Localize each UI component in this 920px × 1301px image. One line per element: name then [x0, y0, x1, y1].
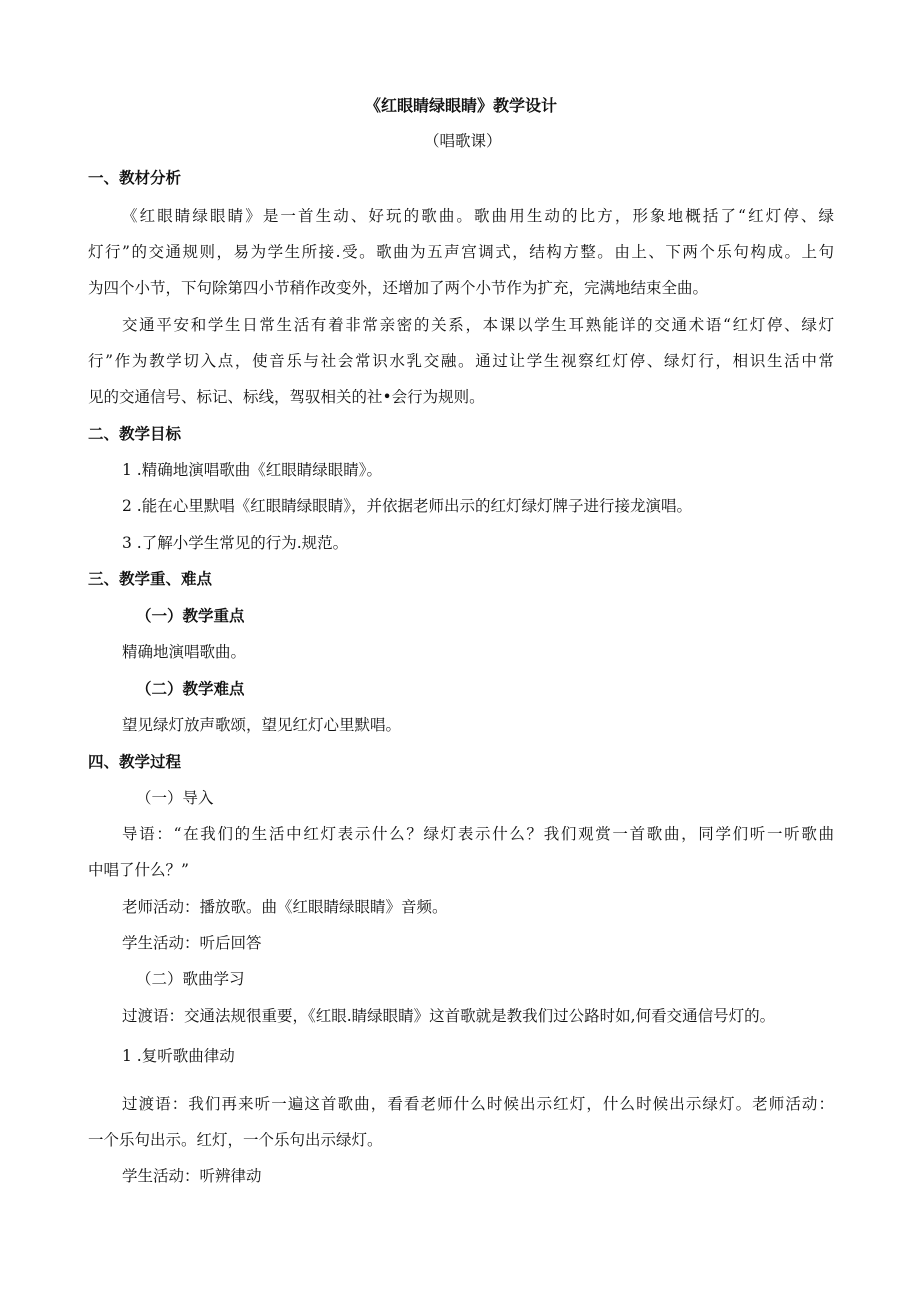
- section-heading-key-points: 三、教学重、难点: [88, 570, 213, 588]
- paragraph-line: 中唱了什么？”: [88, 861, 189, 879]
- section-heading-goals: 二、教学目标: [88, 425, 182, 443]
- paragraph-line: 过渡语：我们再来听一遍这首歌曲，看看老师什么时候出示红灯，什么时候出示绿灯。老师活动：: [122, 1095, 834, 1113]
- student-activity: 学生活动：听辨律动: [122, 1167, 262, 1185]
- transition-text: 过渡语：交通法规很重要，《红眼.睛绿眼睛》这首歌就是教我们过公路时如,何看交通信号灯的。: [122, 1007, 776, 1025]
- subheading-song-learning: （二）歌曲学习: [136, 970, 245, 988]
- goal-item: 2 .能在心里默唱《红眼睛绿眼睛》，并依据老师出示的红灯绿灯牌子进行接龙演唱。: [122, 497, 692, 515]
- paragraph-line: 一个乐句出示。红灯，一个乐句出示绿灯。: [88, 1131, 383, 1149]
- paragraph-line: 见的交通信号、标记、标线，驾驭相关的社•会行为规则。: [88, 388, 485, 406]
- teacher-activity: 老师活动：播放歌。曲《红眼睛绿眼睛》音频。: [122, 898, 448, 916]
- subheading-key: （一）教学重点: [136, 607, 245, 625]
- section-heading-analysis: 一、教材分析: [88, 169, 182, 187]
- paragraph-line: 灯行”的交通规则，易为学生所接.受。歌曲为五声宫调式，结构方整。由上、下两个乐句构成。上句: [88, 243, 834, 261]
- key-text: 精确地演唱歌曲。: [122, 643, 247, 661]
- paragraph-line: 交通平安和学生日常生活有着非常亲密的关系，本课以学生耳熟能详的交通术语“红灯停、绿灯: [122, 316, 834, 334]
- subheading-difficulty: （二）教学难点: [136, 680, 245, 698]
- subheading-intro: （一）导入: [136, 789, 214, 807]
- document-subtitle: （唱歌课）: [424, 132, 502, 150]
- section-heading-process: 四、教学过程: [88, 753, 182, 771]
- difficulty-text: 望见绿灯放声歌颂，望见红灯心里默唱。: [122, 716, 402, 734]
- student-activity: 学生活动：听后回答: [122, 934, 262, 952]
- document-title: 《红眼睛绿眼睛》教学设计: [365, 96, 558, 115]
- paragraph-line: 导语：“在我们的生活中红灯表示什么？绿灯表示什么？我们观赏一首歌曲，同学们听一听歌曲: [122, 825, 834, 843]
- goal-item: 1 .精确地演唱歌曲《红眼睛绿眼睛》。: [122, 461, 382, 479]
- goal-item: 3 .了解小学生常见的行为.规范。: [122, 534, 349, 552]
- paragraph-line: 为四个小节，下句除第四小节稍作改变外，还增加了两个小节作为扩充，完满地结束全曲。: [88, 279, 709, 297]
- paragraph-line: 行”作为教学切入点，使音乐与社会常识水乳交融。通过让学生视察红灯停、绿灯行，相识生活中常: [88, 352, 834, 370]
- step-item: 1 .复听歌曲律动: [122, 1047, 235, 1065]
- paragraph-line: 《红眼睛绿眼睛》是一首生动、好玩的歌曲。歌曲用生动的比方，形象地概括了“红灯停、绿: [122, 207, 834, 225]
